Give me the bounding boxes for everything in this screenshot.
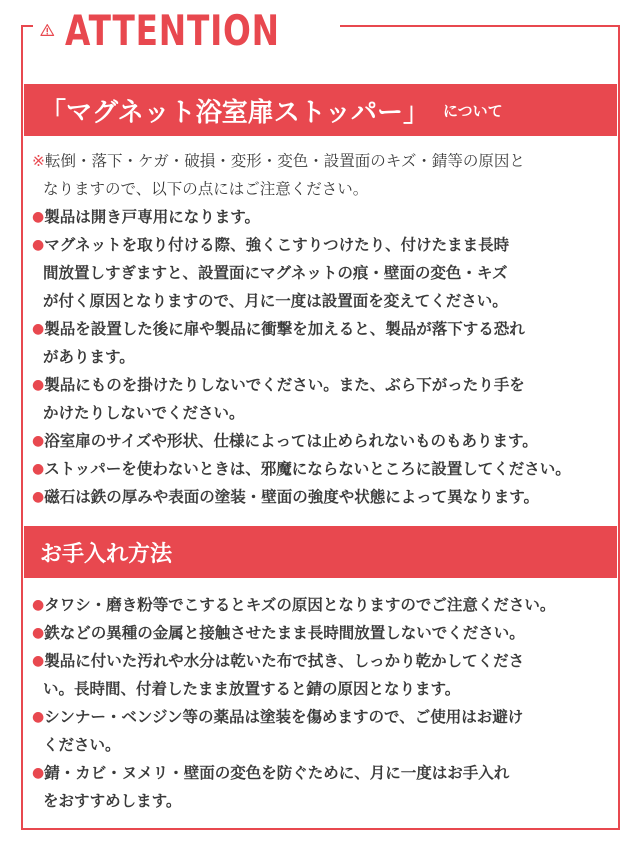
banner-subtitle: について xyxy=(442,101,503,120)
list-item-line xyxy=(32,619,614,647)
bullet-dot-icon xyxy=(32,787,43,815)
list-item-line xyxy=(32,399,614,427)
list-item-line xyxy=(32,203,614,231)
line-text: なりますので、以下の点にはご注意ください。 xyxy=(43,180,369,198)
list-item-line xyxy=(32,259,614,287)
bullet-dot-icon xyxy=(32,675,43,703)
list-item xyxy=(32,703,614,759)
bullet-dot-icon xyxy=(32,287,43,315)
line-text: 磁石は鉄の厚みや表面の塗装・壁面の強度や状態によって異なります。 xyxy=(44,488,539,506)
caution-list xyxy=(32,147,614,511)
list-item xyxy=(32,591,614,619)
note-line xyxy=(32,147,614,175)
list-item-line xyxy=(32,675,614,703)
bullet-dot-icon: ● xyxy=(32,765,45,781)
line-text: ストッパーを使わないときは、邪魔にならないところに設置してください。 xyxy=(44,460,571,478)
line-text: タワシ・磨き粉等でこするとキズの原因となりますのでご注意ください。 xyxy=(44,596,556,614)
list-item-line xyxy=(32,647,614,675)
list-item-line xyxy=(32,371,614,399)
bullet-dot-icon xyxy=(32,259,43,287)
bullet-dot-icon: ● xyxy=(32,377,45,393)
bullet-dot-icon: ● xyxy=(32,237,45,253)
list-item-line xyxy=(32,731,614,759)
line-text: 製品にものを掛けたりしないでください。また、ぶら下がったり手を xyxy=(44,376,525,394)
list-item-line xyxy=(32,343,614,371)
line-text: 製品は開き戸専用になります。 xyxy=(44,208,260,226)
banner-title: 「マグネット浴室扉ストッパー」 xyxy=(40,97,429,128)
list-item xyxy=(32,203,614,231)
line-text: が付く原因となりますので、月に一度は設置面を変えてください。 xyxy=(43,292,508,310)
list-item-line xyxy=(32,427,614,455)
bullet-dot-icon: ● xyxy=(32,209,45,225)
note-line xyxy=(32,175,614,203)
warning-triangle-icon xyxy=(40,3,55,57)
bullet-dot-icon: ● xyxy=(32,597,45,613)
bullet-dot-icon: ● xyxy=(32,461,45,477)
bullet-dot-icon xyxy=(32,731,43,759)
frame-top-edge-left xyxy=(21,25,33,27)
bullet-dot-icon xyxy=(32,343,43,371)
list-item-line xyxy=(32,703,614,731)
line-text: 間放置しすぎますと、設置面にマグネットの痕・壁面の変色・キズ xyxy=(43,264,508,282)
list-item xyxy=(32,455,614,483)
bullet-dot-icon: ● xyxy=(32,625,45,641)
banner-title: お手入れ方法 xyxy=(40,541,173,567)
list-item xyxy=(32,483,614,511)
bullet-dot-icon: ● xyxy=(32,433,45,449)
list-item xyxy=(32,371,614,427)
line-text: かけたりしないでください。 xyxy=(43,404,245,422)
care-list xyxy=(32,591,614,815)
list-item-line xyxy=(32,231,614,259)
note-marker xyxy=(32,175,43,203)
section-banner-care xyxy=(24,526,617,578)
list-item xyxy=(32,231,614,315)
list-item xyxy=(32,315,614,371)
list-item xyxy=(32,427,614,455)
list-item-line xyxy=(32,787,614,815)
list-item-line xyxy=(32,759,614,787)
bullet-dot-icon: ● xyxy=(32,709,45,725)
line-text: 浴室扉のサイズや形状、仕様によっては止められないものもあります。 xyxy=(44,432,538,450)
list-item xyxy=(32,619,614,647)
note-marker: ※ xyxy=(32,152,45,170)
line-text: があります。 xyxy=(43,348,135,366)
list-item-line xyxy=(32,287,614,315)
bullet-dot-icon: ● xyxy=(32,653,45,669)
bullet-dot-icon xyxy=(32,399,43,427)
line-text: 転倒・落下・ケガ・破損・変形・変色・設置面のキズ・錆等の原因と xyxy=(45,152,525,170)
list-item-line xyxy=(32,455,614,483)
section-banner-magnet-stopper xyxy=(24,84,617,136)
line-text: い。長時間、付着したまま放置すると錆の原因となります。 xyxy=(43,680,461,698)
line-text: 錆・カビ・ヌメリ・壁面の変色を防ぐために、月に一度はお手入れ xyxy=(44,764,510,782)
line-text: シンナー・ベンジン等の薬品は塗装を傷めますので、ご使用はお避け xyxy=(44,708,524,726)
line-text: マグネットを取り付ける際、強くこすりつけたり、付けたまま長時 xyxy=(44,236,510,254)
attention-title: ATTENTION xyxy=(64,5,280,55)
bullet-dot-icon: ● xyxy=(32,321,45,337)
list-item-line xyxy=(32,315,614,343)
list-item xyxy=(32,759,614,815)
line-text: をおすすめします。 xyxy=(43,792,182,810)
list-item-line xyxy=(32,591,614,619)
attention-header xyxy=(40,0,340,60)
frame-top-edge-right xyxy=(340,25,620,27)
line-text: 鉄などの異種の金属と接触させたまま長時間放置しないでください。 xyxy=(44,624,525,642)
line-text: ください。 xyxy=(43,736,121,754)
caution-note xyxy=(32,147,614,203)
list-item-line xyxy=(32,483,614,511)
line-text: 製品を設置した後に扉や製品に衝撃を加えると、製品が落下する恐れ xyxy=(44,320,525,338)
line-text: 製品に付いた汚れや水分は乾いた布で拭き、しっかり乾かしてくださ xyxy=(44,652,525,670)
bullet-dot-icon: ● xyxy=(32,489,45,505)
list-item xyxy=(32,647,614,703)
